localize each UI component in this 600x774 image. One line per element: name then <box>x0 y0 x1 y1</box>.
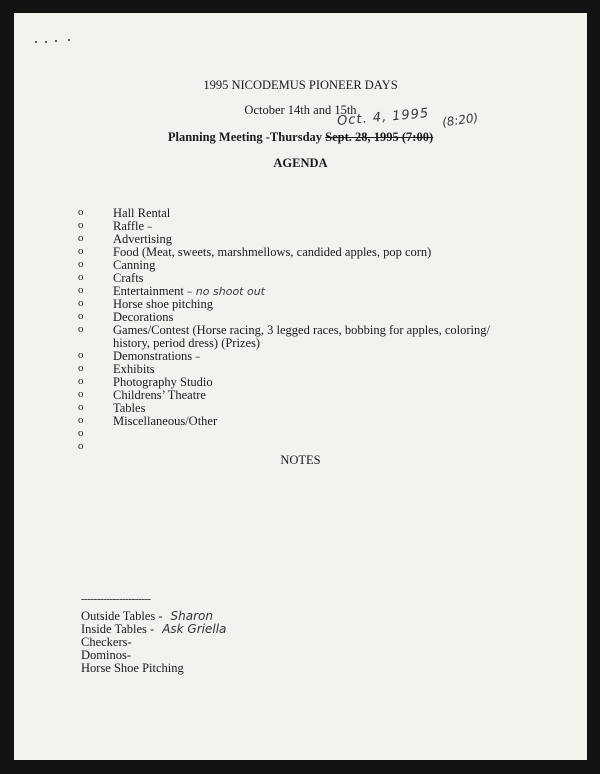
agenda-item-label: Tables <box>113 401 146 415</box>
bullet-marker: o <box>78 362 84 374</box>
footer-item-label: Dominos- <box>81 648 131 662</box>
handwritten-meeting-date: Oct. 4, 1995 <box>336 106 430 129</box>
bullet-marker: o <box>78 271 84 283</box>
bullet-marker: o <box>78 297 84 309</box>
handwritten-note: – <box>147 220 153 233</box>
meeting-line <box>14 130 587 145</box>
document-page <box>14 13 587 760</box>
bullet-marker: o <box>78 427 84 439</box>
notes-heading: NOTES <box>280 453 321 467</box>
bullet-marker: o <box>78 440 84 452</box>
agenda-item-label: Miscellaneous/Other <box>113 414 218 428</box>
agenda-item-label: Demonstrations – <box>113 349 201 363</box>
event-dates: October 14th and 15th <box>244 103 357 117</box>
bullet-marker: o <box>78 232 84 244</box>
agenda-item-label: Exhibits <box>113 362 155 376</box>
agenda-item-label: Hall Rental <box>113 206 171 220</box>
bullet-marker: o <box>78 206 84 218</box>
footer-item-label: Inside Tables - <box>81 622 155 636</box>
agenda-item-label: Games/Contest (Horse racing, 3 legged races, bobbing for apples, coloring/ <box>113 323 490 337</box>
meeting-struck-date: Sept. 28, 1995 (7:00) <box>325 130 434 144</box>
agenda-item-label: Crafts <box>113 271 144 285</box>
agenda-item-label: Canning <box>113 258 156 272</box>
handwritten-meeting-time: (8:20) <box>441 110 480 130</box>
handwritten-note: Sharon <box>170 609 213 623</box>
bullet-marker: o <box>78 388 84 400</box>
agenda-item-label: Childrens’ Theatre <box>113 388 206 402</box>
agenda-item-label: Advertising <box>113 232 173 246</box>
footer-rule: ---------------------- <box>81 593 151 605</box>
agenda-item-label: Horse shoe pitching <box>113 297 213 311</box>
agenda-item-label: Decorations <box>113 310 174 324</box>
agenda-item-label: Photography Studio <box>113 375 213 389</box>
bullet-marker: o <box>78 349 84 361</box>
footer-item-label: Checkers- <box>81 635 132 649</box>
bullet-marker: o <box>78 310 84 322</box>
bullet-marker: o <box>78 245 84 257</box>
bullet-marker: o <box>78 258 84 270</box>
agenda-item-label: Raffle – <box>113 219 153 233</box>
agenda-item-label: Food (Meat, sweets, marshmellows, candided apples, pop corn) <box>113 245 432 259</box>
bullet-marker: o <box>78 284 84 296</box>
bullet-marker: o <box>78 401 84 413</box>
footer-item <box>81 661 184 676</box>
footer-item-label: Outside Tables - <box>81 609 163 623</box>
meeting-label: Planning Meeting -Thursday <box>167 130 323 144</box>
handwritten-note: – no shoot out <box>186 285 265 298</box>
document-title: 1995 NICODEMUS PIONEER DAYS <box>203 78 398 92</box>
footer-item-label: Horse Shoe Pitching <box>81 661 184 675</box>
agenda-item-label: history, period dress) (Prizes) <box>113 336 261 350</box>
bullet-marker: o <box>78 219 84 231</box>
agenda-heading: AGENDA <box>273 156 328 170</box>
handwritten-note: – <box>195 350 201 363</box>
handwritten-note: Ask Griella <box>162 622 227 636</box>
bullet-marker: o <box>78 323 84 335</box>
bullet-marker: o <box>78 414 84 426</box>
agenda-item-label: Entertainment – no shoot out <box>113 284 265 298</box>
bullet-marker: o <box>78 375 84 387</box>
